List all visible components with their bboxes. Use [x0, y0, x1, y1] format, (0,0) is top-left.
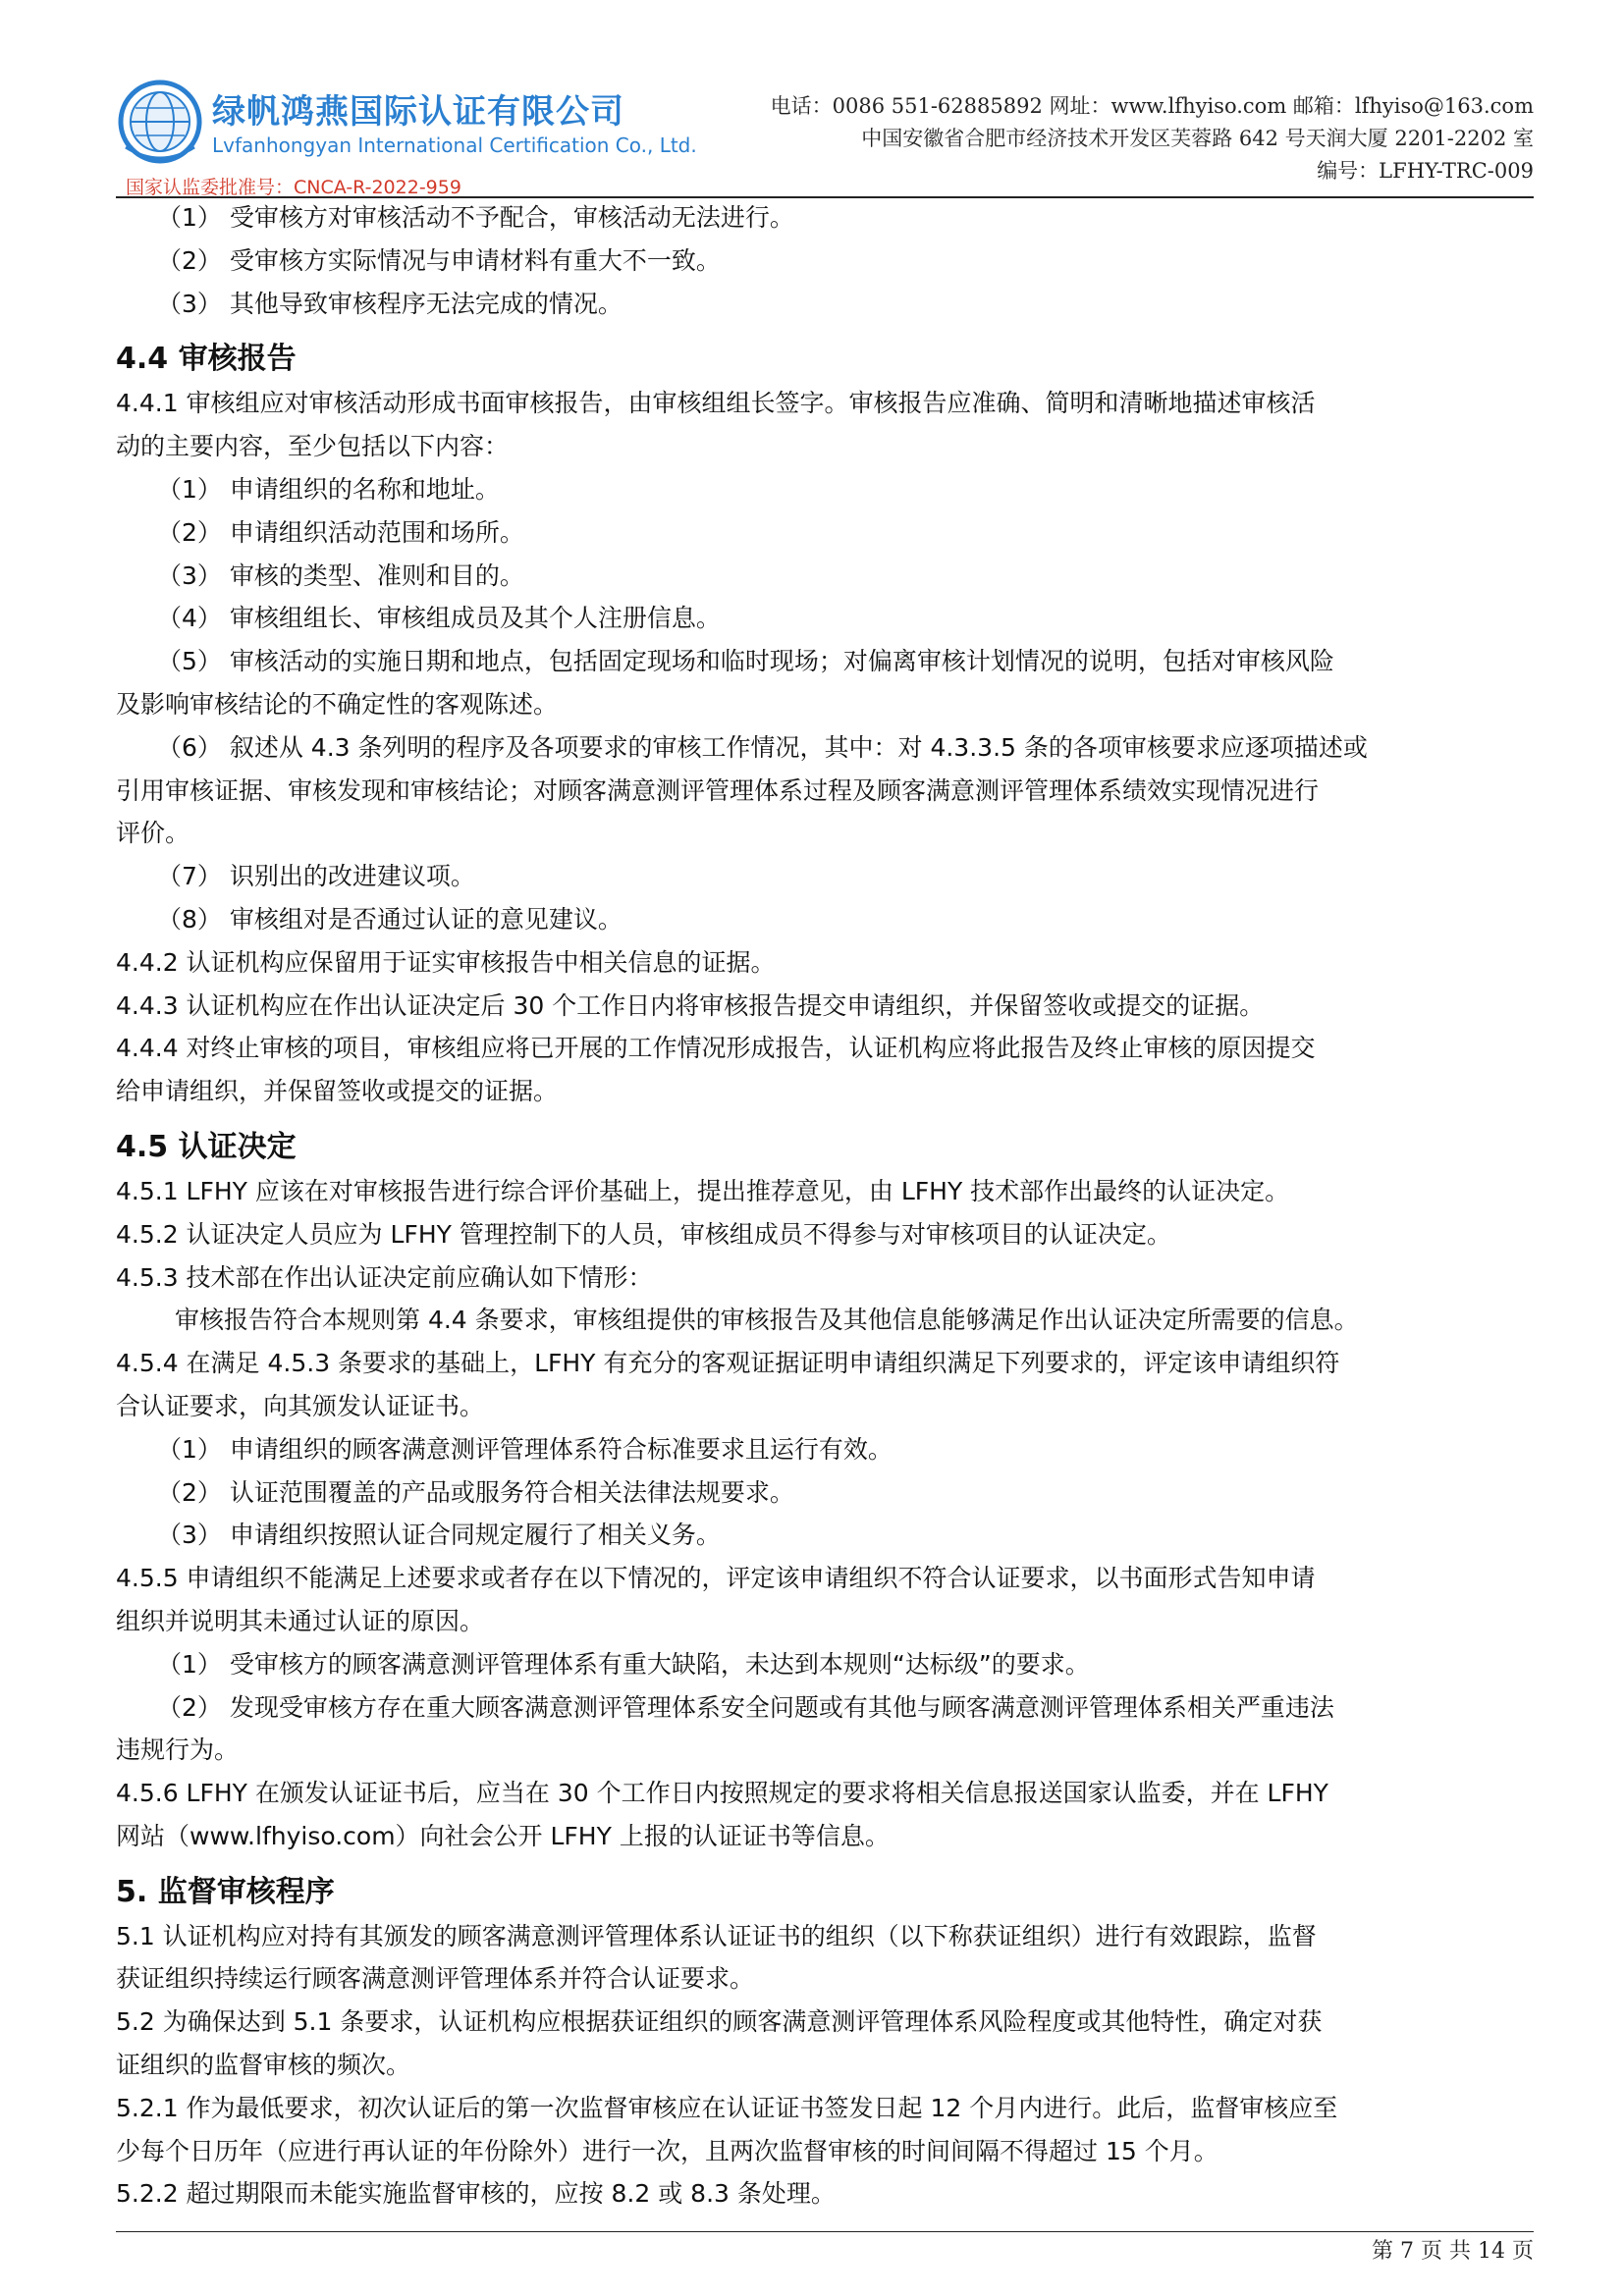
paragraph-line: 4.4.2 认证机构应保留用于证实审核报告中相关信息的证据。 [116, 947, 776, 977]
paragraph-line: 4.4.4 对终止审核的项目，审核组应将已开展的工作情况形成报告，认证机构应将此报告及终止审核的原因提交 [116, 1034, 1316, 1063]
list-item: （4） 审核组组长、审核组成员及其个人注册信息。 [157, 604, 721, 633]
paragraph-line: 4.5.4 在满足 4.5.3 条要求的基础上，LFHY 有充分的客观证据证明申请组织满足下列要求的，评定该申请组织符 [116, 1349, 1340, 1378]
paragraph-line: 5.1 认证机构应对持有其颁发的顾客满意测评管理体系认证证书的组织（以下称获证组织）进行有效跟踪，监督 [116, 1921, 1317, 1950]
list-item: （5） 审核活动的实施日期和地点，包括固定现场和临时现场；对偏离审核计划情况的说明，包括对审核风险 [157, 647, 1334, 676]
paragraph-line: 4.5.2 认证决定人员应为 LFHY 管理控制下的人员，审核组成员不得参与对审核项目的认证决定。 [116, 1219, 1171, 1249]
page-header [116, 73, 1534, 198]
list-item: （3） 审核的类型、准则和目的。 [157, 561, 524, 590]
list-item: （1） 申请组织的顾客满意测评管理体系符合标准要求且运行有效。 [157, 1434, 893, 1464]
paragraph-line: 组织并说明其未通过认证的原因。 [116, 1606, 485, 1635]
paragraph-line: 审核报告符合本规则第 4.4 条要求，审核组提供的审核报告及其他信息能够满足作出认证决定所需要的信息。 [175, 1306, 1359, 1335]
list-item: （2） 受审核方实际情况与申请材料有重大不一致。 [157, 245, 721, 275]
list-item: （7） 识别出的改进建议项。 [157, 862, 475, 891]
list-item: （1） 受审核方对审核活动不予配合，审核活动无法进行。 [157, 203, 794, 232]
paragraph-line: 评价。 [116, 819, 190, 848]
section-heading: 4.4 审核报告 [116, 342, 297, 377]
company-logo [116, 79, 697, 198]
paragraph-line: 4.5.5 申请组织不能满足上述要求或者存在以下情况的，评定该申请组织不符合认证要求，以书面形式告知申请 [116, 1564, 1316, 1593]
document-body [116, 196, 1534, 2216]
list-item: （6） 叙述从 4.3 条列明的程序及各项要求的审核工作情况，其中：对 4.3.3.5 条的各项审核要求应逐项描述或 [157, 732, 1368, 762]
globe-logo-icon [116, 79, 204, 169]
header-contact-block [771, 90, 1534, 187]
section-heading: 5. 监督审核程序 [116, 1874, 335, 1909]
paragraph-line: 动的主要内容，至少包括以下内容： [116, 432, 510, 461]
paragraph-line: 引用审核证据、审核发现和审核结论；对顾客满意测评管理体系过程及顾客满意测评管理体系绩效实现情况进行 [116, 775, 1320, 805]
list-item: （1） 申请组织的名称和地址。 [157, 474, 500, 504]
paragraph-line: 获证组织持续运行顾客满意测评管理体系并符合认证要求。 [116, 1964, 755, 1994]
company-name-en: Lvfanhongyan International Certification Co., Ltd. [212, 133, 697, 157]
paragraph-line: 少每个日历年（应进行再认证的年份除外）进行一次，且两次监督审核的时间间隔不得超过 15 个月。 [116, 2136, 1218, 2165]
paragraph-line: 4.5.1 LFHY 应该在对审核报告进行综合评价基础上，提出推荐意见，由 LFHY 技术部作出最终的认证决定。 [116, 1176, 1290, 1205]
list-item: （1） 受审核方的顾客满意测评管理体系有重大缺陷，未达到本规则“达标级”的要求。 [157, 1649, 1090, 1679]
document-number: 编号：LFHY-TRC-009 [1317, 159, 1534, 183]
paragraph-line: 给申请组织，并保留签收或提交的证据。 [116, 1077, 559, 1106]
paragraph-line: 及影响审核结论的不确定性的客观陈述。 [116, 689, 559, 719]
list-item: （2） 认证范围覆盖的产品或服务符合相关法律法规要求。 [157, 1477, 794, 1507]
list-item: （2） 申请组织活动范围和场所。 [157, 517, 524, 547]
footer-divider [116, 2231, 1534, 2232]
approval-number: 国家认监委批准号：CNCA-R-2022-959 [126, 177, 461, 198]
paragraph-line: 4.4.1 审核组应对审核活动形成书面审核报告，由审核组组长签字。审核报告应准确、简明和清晰地描述审核活 [116, 389, 1316, 418]
company-name-cn: 绿帆鸿燕国际认证有限公司 [212, 92, 624, 132]
paragraph-line: 违规行为。 [116, 1735, 240, 1765]
address-line: 中国安徽省合肥市经济技术开发区芙蓉路 642 号天润大厦 2201-2202 室 [861, 127, 1534, 150]
paragraph-line: 证组织的监督审核的频次。 [116, 2051, 411, 2080]
paragraph-line: 5.2.2 超过期限而未能实施监督审核的，应按 8.2 或 8.3 条处理。 [116, 2179, 836, 2209]
paragraph-line: 5.2.1 作为最低要求，初次认证后的第一次监督审核应在认证证书签发日起 12 个月内进行。此后，监督审核应至 [116, 2093, 1338, 2122]
page-number: 第 7 页 共 14 页 [1372, 2239, 1534, 2264]
section-heading: 4.5 认证决定 [116, 1129, 297, 1164]
paragraph-line: 网站（www.lfhyiso.com）向社会公开 LFHY 上报的认证证书等信息。 [116, 1821, 890, 1850]
paragraph-line: 4.5.6 LFHY 在颁发认证证书后，应当在 30 个工作日内按照规定的要求将相关信息报送国家认监委，并在 LFHY [116, 1779, 1328, 1808]
paragraph-line: 4.5.3 技术部在作出认证决定前应确认如下情形： [116, 1262, 653, 1292]
paragraph-line: 合认证要求，向其颁发认证证书。 [116, 1391, 485, 1420]
list-item: （3） 申请组织按照认证合同规定履行了相关义务。 [157, 1521, 721, 1550]
list-item: （2） 发现受审核方存在重大顾客满意测评管理体系安全问题或有其他与顾客满意测评管理体系相关严重违法 [157, 1692, 1334, 1722]
paragraph-line: 5.2 为确保达到 5.1 条要求，认证机构应根据获证组织的顾客满意测评管理体系风险程度或其他特性，确定对获 [116, 2007, 1323, 2037]
list-item: （3） 其他导致审核程序无法完成的情况。 [157, 289, 623, 318]
paragraph-line: 4.4.3 认证机构应在作出认证决定后 30 个工作日内将审核报告提交申请组织，并保留签收或提交的证据。 [116, 990, 1265, 1020]
list-item: （8） 审核组对是否通过认证的意见建议。 [157, 904, 623, 934]
contact-line: 电话：0086 551-62885892 网址：www.lfhyiso.com 邮箱：lfhyiso@163.com [770, 94, 1534, 118]
